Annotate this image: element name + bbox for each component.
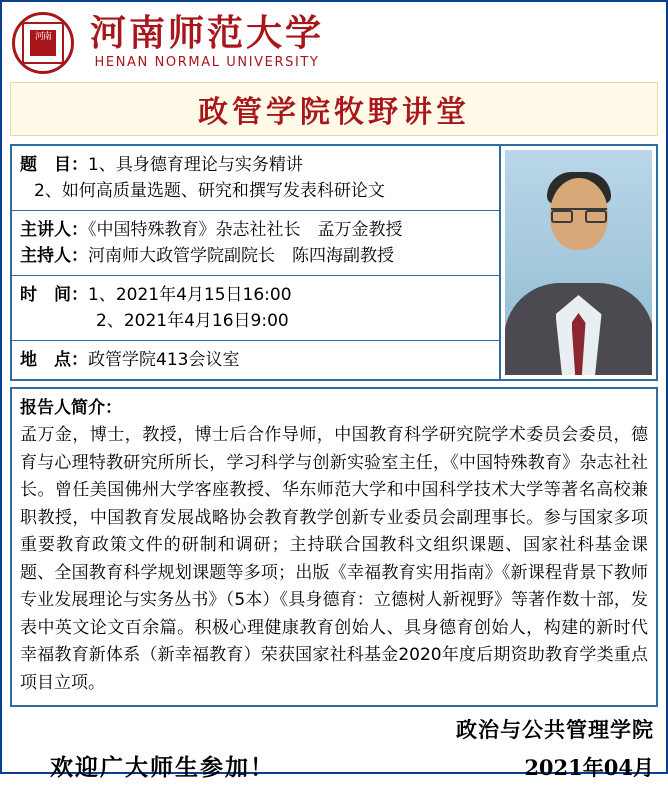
university-name-cn: 河南师范大学 [90,13,325,54]
university-name-en: HENAN NORMAL UNIVERSITY [94,55,320,70]
place-line [20,347,491,373]
speaker-line [20,217,491,243]
publish-year-suffix: 年 [582,756,604,780]
page-title: 政管学院牧野讲堂 [198,95,470,130]
publish-month-suffix: 月 [633,756,654,780]
university-name-block [90,14,324,72]
welcome-note: 欢迎广大师生参加！ [50,755,275,781]
speaker-value: 《中国特殊教育》杂志社社长 孟万金教授 [88,220,403,240]
speaker-label: 主讲人： [20,220,88,240]
speaker-bio-box [10,387,658,707]
emblem-inner-text: 河南 [30,30,56,56]
event-info-box [10,144,658,381]
poster-footer [10,715,654,797]
info-row-topic [12,146,499,211]
portrait-glasses-icon [551,208,607,224]
info-row-place [12,341,499,379]
topic-value-1: 1、具身德育理论与实务精讲 [88,155,303,175]
speaker-photo [505,150,652,375]
event-info-rows [12,146,499,379]
bio-heading: 报告人简介： [20,398,122,418]
footer-bottom-row [10,749,654,782]
bio-text: 孟万金，博士，教授，博士后合作导师，中国教育科学研究院学术委员会委员，德育与心理特教研究所所长，学习科学与创新实验室主任，《中国特殊教育》杂志社社长。曾任美国佛州大学客座教授、华东师范大学和中国科学技术大学等著名高校兼职教授，中国教育发展战略协会教育教学创新专业委员会副理事长。参与国家多项重要教育政策文件的研制和调研；主持联合国教科文组织课题、国家社科基金课题、全国教育科学规划课题等多项；出版《幸福教育实用指南》《新课程背景下教师专业发展理论与实务丛书》（5本）《具身德育：立德树人新视野》等著作数十部，发表中英文论文百余篇。积极心理健康教育创始人、具身德育创始人，构建的新时代幸福教育新体系（新幸福教育）荣获国家社科基金2020年度后期资助教育学类重点项目立项。 [20,425,648,693]
host-value: 河南师大政管学院副院长 陈四海副教授 [88,246,394,266]
time-value-1: 1、2021年4月15日16:00 [88,285,292,305]
topic-label: 题 目： [20,155,88,175]
info-row-time [12,276,499,341]
publish-date [524,752,654,782]
topic-line-1 [20,152,491,178]
time-line-1 [20,282,491,308]
place-value: 政管学院413会议室 [88,350,240,370]
host-line [20,243,491,269]
university-header [2,2,666,80]
publish-month: 04 [603,755,633,780]
publish-year: 2021 [524,755,583,780]
speaker-photo-cell [499,146,656,379]
university-emblem-icon [12,12,74,74]
time-line-2: 2、2021年4月16日9:00 [96,311,289,331]
title-banner [10,82,658,136]
info-row-people [12,211,499,276]
topic-line-2: 2、如何高质量选题、研究和撰写发表科研论文 [34,181,385,201]
place-label: 地 点： [20,350,88,370]
time-label: 时 间： [20,285,88,305]
host-label: 主持人： [20,246,88,266]
organizer-name: 政治与公共管理学院 [456,718,654,742]
